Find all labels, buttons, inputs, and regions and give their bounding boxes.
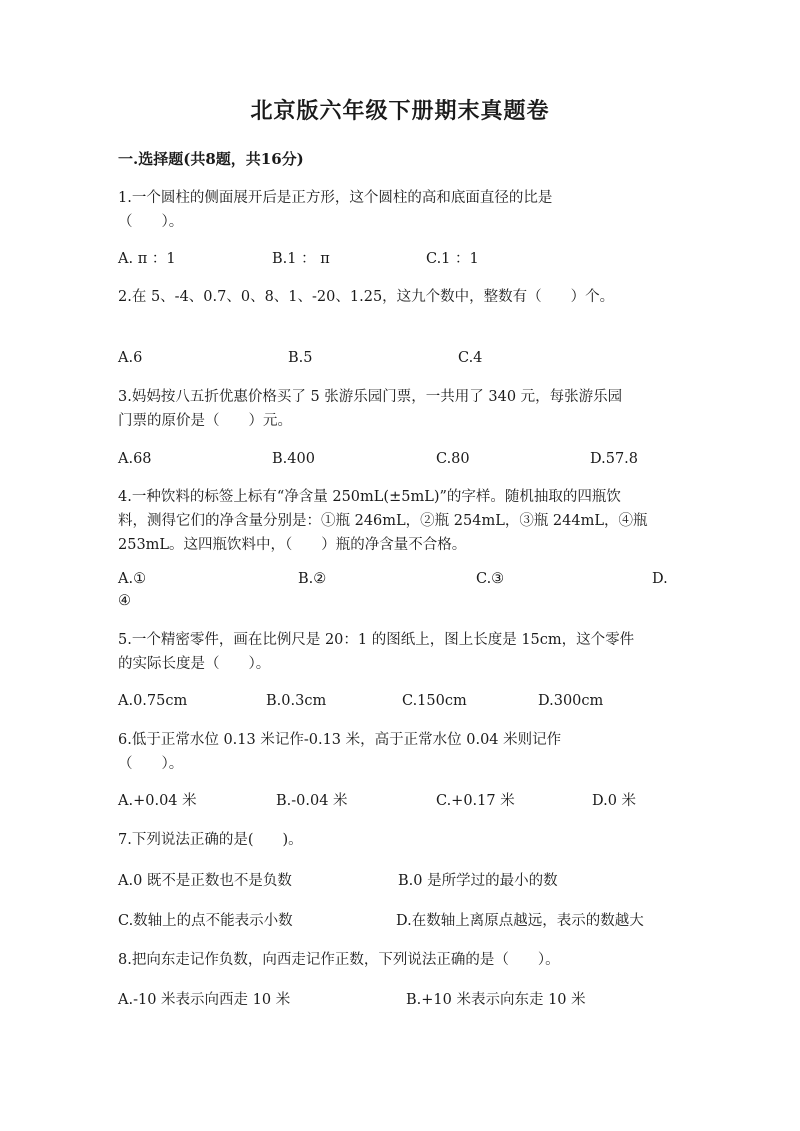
question-4-line: 料，测得它们的净含量分别是：①瓶 246mL，②瓶 254mL，③瓶 244mL，④瓶 [118,513,648,529]
question-4-option-a: A.① [118,571,147,587]
question-4-option-c: C.③ [476,571,505,587]
question-3-option-c: C.80 [436,451,470,467]
question-5-option-c: C.150cm [402,693,467,709]
question-8-option-a: A.-10 米表示向西走 10 米 [118,992,291,1008]
question-3-option-b: B.400 [272,451,315,467]
question-3-option-a: A.68 [118,451,152,467]
question-7-option-c: C.数轴上的点不能表示小数 [118,913,293,929]
question-5-option-b: B.0.3cm [266,693,327,709]
question-1-line: （ ）。 [118,214,184,230]
question-2-option-b: B.5 [288,350,313,366]
question-8-text [118,948,678,972]
question-6-option-b: B.-0.04 米 [276,793,348,809]
question-2-line: 2.在 5、-4、0.7、0、8、1、-20、1.25，这九个数中，整数有（ ）个。 [118,289,615,305]
question-1-line: 1.一个圆柱的侧面展开后是正方形，这个圆柱的高和底面直径的比是 [118,190,553,206]
question-6-line: 6.低于正常水位 0.13 米记作-0.13 米，高于正常水位 0.04 米则记作 [118,732,562,748]
question-6-text [118,728,678,776]
page-title: 北京版六年级下册期末真题卷 [250,98,550,124]
question-3-text [118,385,678,433]
question-6-option-c: C.+0.17 米 [436,793,515,809]
question-5-text [118,628,678,676]
question-7-text [118,828,678,852]
question-2-option-a: A.6 [118,350,143,366]
question-4-line: 4.一种饮料的标签上标有“净含量 250mL(±5mL)”的字样。随机抽取的四瓶饮 [118,489,621,505]
question-6-option-a: A.+0.04 米 [118,793,197,809]
question-2-text [118,285,678,309]
question-3-line: 3.妈妈按八五折优惠价格买了 5 张游乐园门票，一共用了 340 元，每张游乐园 [118,389,623,405]
question-4-line: 253mL。这四瓶饮料中，（ ）瓶的净含量不合格。 [118,537,467,553]
question-5-line: 5.一个精密零件，画在比例尺是 20：1 的图纸上，图上长度是 15cm，这个零件 [118,632,635,648]
question-1-option-a: A. π ：1 [118,251,176,267]
question-1-option-b: B.1 ： π [272,251,330,267]
question-2-option-c: C.4 [458,350,483,366]
question-7-line: 7.下列说法正确的是( )。 [118,832,303,848]
question-3-line: 门票的原价是（ ）元。 [118,413,292,429]
question-5-option-a: A.0.75cm [118,693,188,709]
question-7-option-d: D.在数轴上离原点越远，表示的数越大 [396,913,644,929]
question-4-option-d: D. [652,571,668,587]
question-6-option-d: D.0 米 [592,793,637,809]
question-1-option-c: C.1 ：1 [426,251,479,267]
question-4-option-b: B.② [298,571,327,587]
section-heading: 一.选择题(共8题，共16分) [118,150,304,168]
question-6-line: （ ）。 [118,756,184,772]
question-8-line: 8.把向东走记作负数，向西走记作正数，下列说法正确的是（ ）。 [118,952,560,968]
question-5-line: 的实际长度是（ ）。 [118,656,271,672]
question-5-option-d: D.300cm [538,693,604,709]
question-7-option-b: B.0 是所学过的最小的数 [398,873,558,889]
question-7-option-a: A.0 既不是正数也不是负数 [118,873,292,889]
question-1-text [118,186,678,234]
question-4-option-d-symbol: ④ [118,593,131,609]
question-3-option-d: D.57.8 [590,451,639,467]
question-4-text [118,485,678,557]
question-8-option-b: B.+10 米表示向东走 10 米 [406,992,586,1008]
